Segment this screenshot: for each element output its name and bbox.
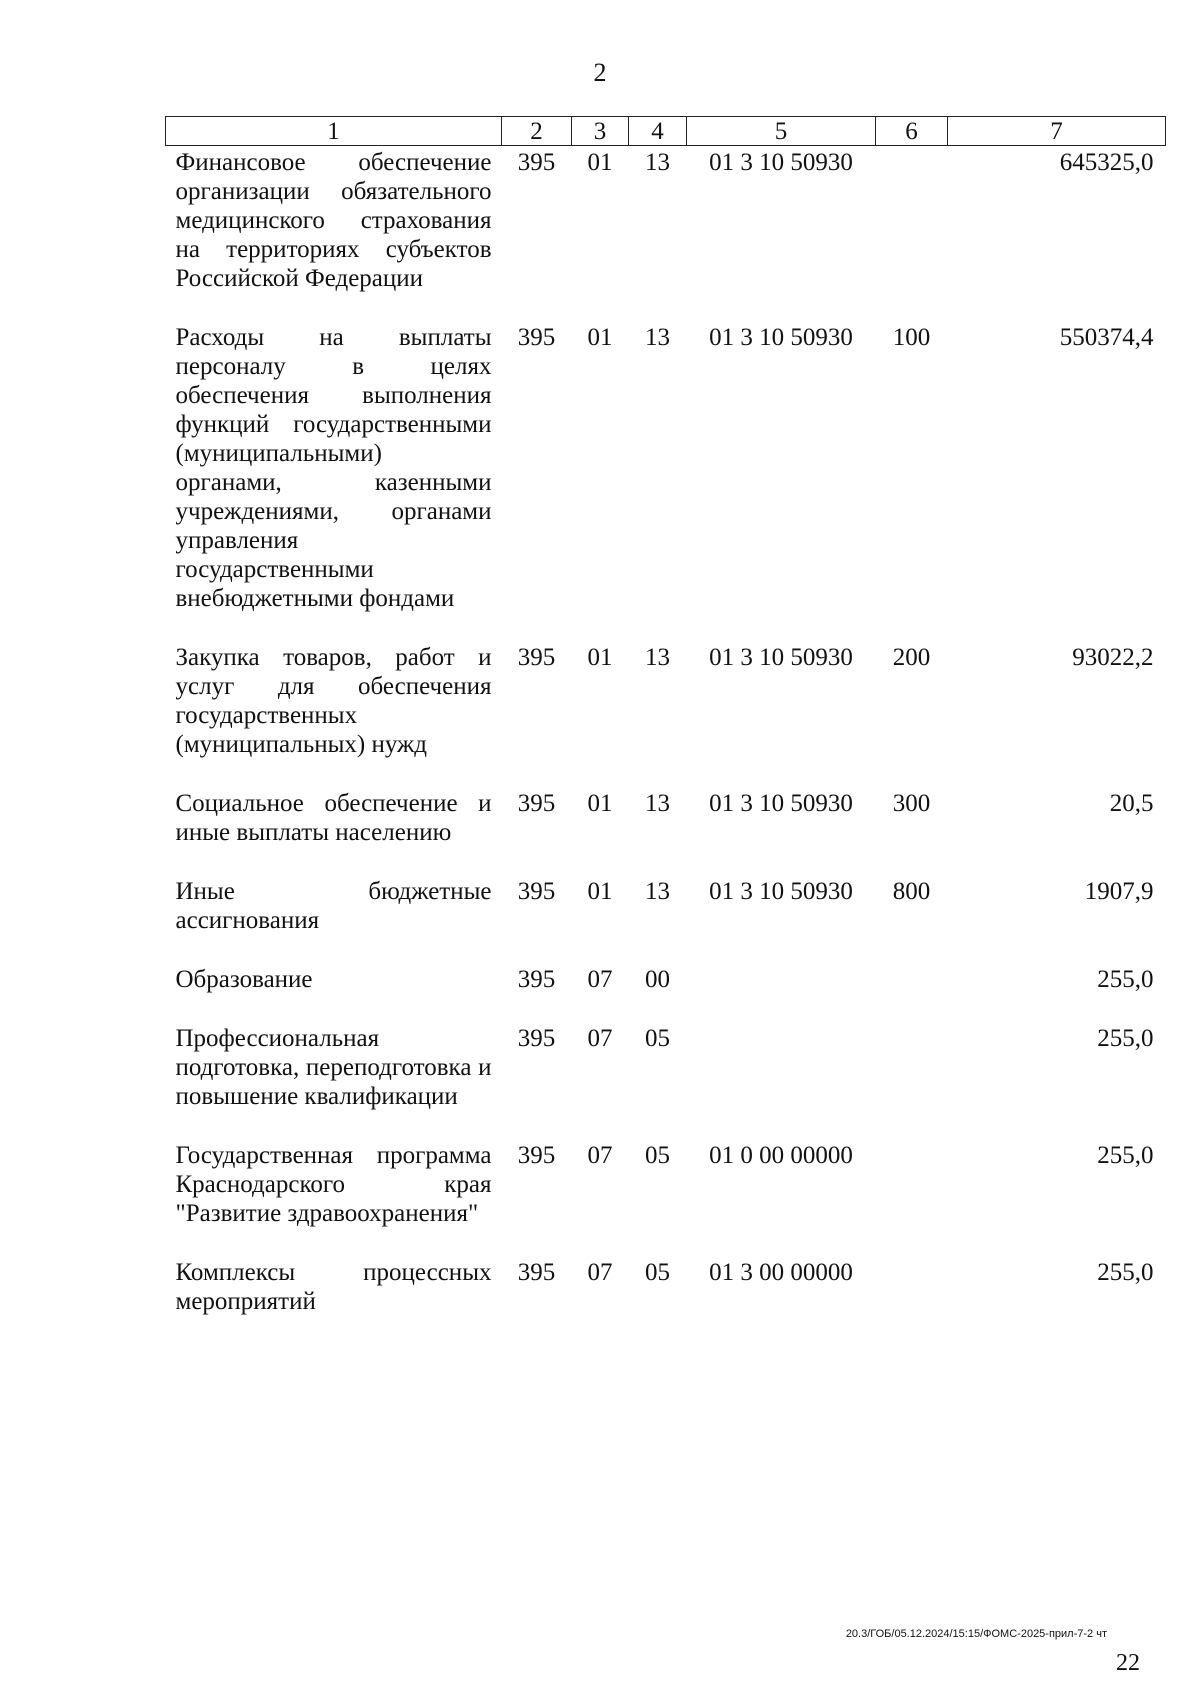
row-amount: 255,0 (1097, 1025, 1154, 1052)
header-cell: 5 (687, 117, 876, 146)
row-code-2: 395 (517, 790, 556, 817)
row-code-5: 01 3 10 50930 (709, 149, 853, 176)
row-code-6: 100 (892, 324, 931, 351)
row-code-3: 01 (587, 790, 613, 817)
row-code-4: 13 (645, 790, 670, 817)
row-code-5 (687, 1024, 876, 1141)
row-code-2: 395 (517, 1142, 556, 1169)
budget-table (165, 116, 1166, 1346)
row-code-6: 800 (892, 878, 931, 905)
row-amount: 93022,2 (1072, 644, 1154, 671)
row-code-6 (876, 1258, 948, 1346)
row-code-6: 200 (892, 644, 931, 671)
row-code-4: 13 (645, 149, 670, 176)
header-cell: 7 (948, 117, 1166, 146)
row-amount: 255,0 (1097, 1259, 1154, 1286)
row-code-3: 07 (587, 1259, 613, 1286)
row-name: Закупка товаров, работ и услуг для обеспечения государственных (муниципальных) нужд (175, 644, 492, 758)
table-row (166, 789, 1166, 877)
footer-doc-code: 20.3/ГОБ/05.12.2024/15:15/ФОМС-2025-прил-7-2 чт (845, 1628, 1107, 1640)
table-row (166, 323, 1166, 643)
row-amount: 645325,0 (1059, 149, 1154, 176)
row-code-2: 395 (517, 1259, 556, 1286)
header-cell: 6 (876, 117, 948, 146)
footer-sheet-number: 22 (1116, 1650, 1140, 1676)
row-code-2: 395 (517, 644, 556, 671)
row-name: Государственная программа Краснодарского края "Развитие здравоохранения" (175, 1142, 492, 1227)
row-amount: 550374,4 (1059, 324, 1154, 351)
row-code-4: 13 (645, 878, 670, 905)
row-code-5: 01 0 00 00000 (709, 1142, 853, 1169)
row-code-2: 395 (517, 1025, 556, 1052)
row-code-3: 01 (587, 644, 613, 671)
header-cell: 2 (502, 117, 572, 146)
row-amount: 255,0 (1097, 1142, 1154, 1169)
table-row (166, 965, 1166, 1024)
row-name: Иные бюджетные ассигнования (175, 878, 492, 934)
table-row (166, 146, 1166, 324)
row-name: Образование (175, 966, 313, 993)
row-name: Социальное обеспечение и иные выплаты населению (175, 790, 492, 846)
row-code-3: 07 (587, 966, 613, 993)
row-code-6 (876, 965, 948, 1024)
table-row (166, 1258, 1166, 1346)
row-code-4: 13 (645, 324, 670, 351)
table-row (166, 1024, 1166, 1141)
header-cell: 1 (166, 117, 502, 146)
row-code-2: 395 (517, 966, 556, 993)
row-code-3: 01 (587, 878, 613, 905)
row-amount: 255,0 (1097, 966, 1154, 993)
row-name: Комплексы процессных мероприятий (175, 1259, 492, 1315)
page-number: 2 (593, 58, 607, 87)
row-code-3: 07 (587, 1025, 613, 1052)
row-name: Финансовое обеспечение организации обязательного медицинского страхования на территориях субъектов Российской Федерации (175, 149, 492, 292)
row-amount: 20,5 (1109, 790, 1154, 817)
row-code-2: 395 (517, 324, 556, 351)
table-header-row (166, 117, 1166, 146)
row-code-2: 395 (517, 149, 556, 176)
row-name: Профессиональная подготовка, переподготовка и повышение квалификации (175, 1025, 492, 1110)
row-code-3: 01 (587, 149, 613, 176)
table-row (166, 877, 1166, 965)
row-name: Расходы на выплаты персоналу в целях обеспечения выполнения функций государственными (муниципальными) органами, казенными учреждениями, органами управления государственными внебюджетными фондами (175, 324, 492, 612)
row-code-4: 05 (645, 1142, 670, 1169)
row-code-5: 01 3 00 00000 (709, 1259, 853, 1286)
row-code-2: 395 (517, 878, 556, 905)
row-code-5: 01 3 10 50930 (709, 324, 853, 351)
row-code-6: 300 (892, 790, 931, 817)
row-code-5: 01 3 10 50930 (709, 790, 853, 817)
header-cell: 3 (572, 117, 629, 146)
row-code-4: 00 (645, 966, 670, 993)
row-code-5 (687, 965, 876, 1024)
row-code-5: 01 3 10 50930 (709, 878, 853, 905)
row-code-4: 05 (645, 1025, 670, 1052)
row-code-4: 13 (645, 644, 670, 671)
header-cell: 4 (629, 117, 687, 146)
row-code-4: 05 (645, 1259, 670, 1286)
row-code-3: 07 (587, 1142, 613, 1169)
row-code-6 (876, 1141, 948, 1258)
row-amount: 1907,9 (1084, 878, 1154, 905)
row-code-6 (876, 1024, 948, 1141)
table-row (166, 1141, 1166, 1258)
table-row (166, 643, 1166, 789)
row-code-6 (876, 146, 948, 324)
row-code-5: 01 3 10 50930 (709, 644, 853, 671)
row-code-3: 01 (587, 324, 613, 351)
